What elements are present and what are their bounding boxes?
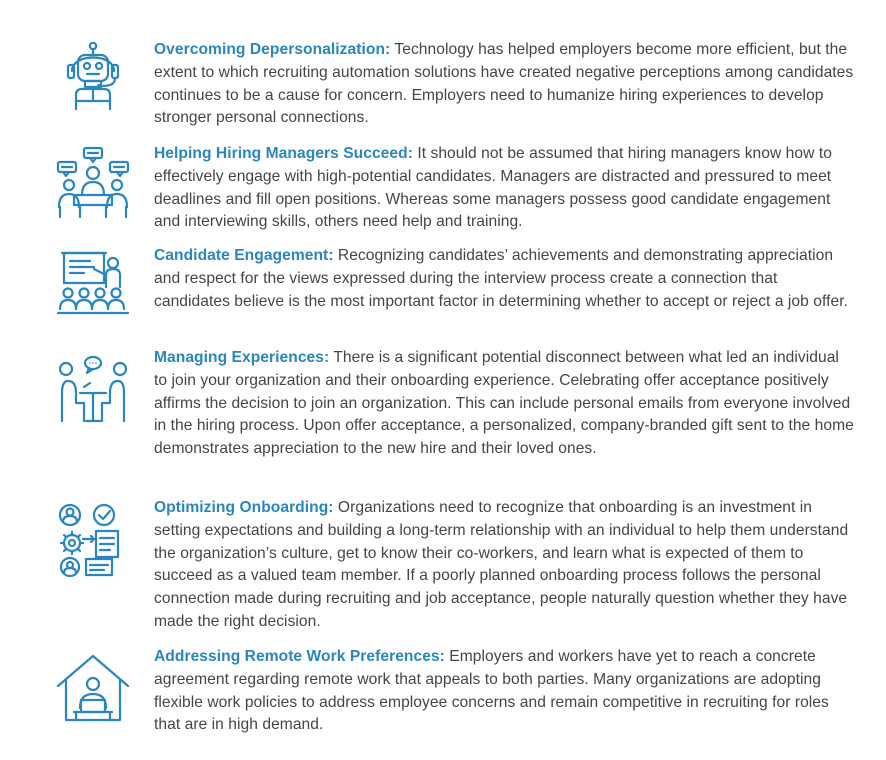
item-heading: Candidate Engagement: (154, 247, 334, 264)
robot-headset-icon (54, 39, 132, 117)
item-heading: Helping Hiring Managers Succeed: (154, 145, 413, 162)
item-text (154, 39, 854, 130)
team-meeting-icon (54, 145, 132, 223)
item-body: Organizations need to recognize that onboarding is an investment in setting expectations and building a long-term relationship with an individual to help them understand the organization’s culture, get to know their co-workers, and learn what is expected of them to succeed as a valued team member. If a poorly planned onboarding process follows the personal connection made during recruiting and job acceptance, people naturally question whether they have made the right decision. (154, 499, 849, 630)
presentation-audience-icon (54, 247, 132, 325)
item-body: It should not be assumed that hiring managers know how to effectively engage with high-potential candidates. Managers are distracted and pressured to meet deadlines and fill open positions. Whereas some managers possess good candidate engagement and interviewing skills, others need help and training. (154, 145, 832, 231)
item-text (154, 245, 854, 313)
item-text (154, 347, 854, 461)
item-body: Recognizing candidates’ achievements and demonstrating appreciation and respect for the views expressed during the interview process create a connection that candidates believe is the most important factor in determining whether to accept or reject a job offer. (154, 247, 848, 310)
onboarding-process-icon (54, 501, 132, 579)
item-heading: Managing Experiences: (154, 349, 330, 366)
item-text (154, 646, 854, 737)
remote-work-home-icon (54, 648, 132, 726)
conversation-table-icon (54, 349, 132, 427)
item-body: There is a significant potential disconnect between what led an individual to join your organization and their onboarding experience. Celebrating offer acceptance positively affirms the decision to join an organization. This can include personal emails from everyone involved in the hiring process. Upon offer acceptance, a personalized, company-branded gift sent to the home demonstrates appreciation to the new hire and their loved ones. (154, 349, 854, 458)
item-heading: Optimizing Onboarding: (154, 499, 334, 516)
item-text (154, 497, 854, 634)
item-text (154, 143, 854, 234)
item-heading: Overcoming Depersonalization: (154, 41, 391, 58)
item-body: Employers and workers have yet to reach a concrete agreement regarding remote work that appeals to both parties. Many organizations are adopting flexible work policies to address employee concerns and remain competitive in recruiting for roles that are in high demand. (154, 648, 829, 734)
item-heading: Addressing Remote Work Preferences: (154, 648, 445, 665)
item-body: Technology has helped employers become more efficient, but the extent to which recruiting automation solutions have created negative perceptions among candidates continues to be a cause for concern. Employers need to humanize hiring experiences to develop stronger personal connections. (154, 41, 854, 127)
